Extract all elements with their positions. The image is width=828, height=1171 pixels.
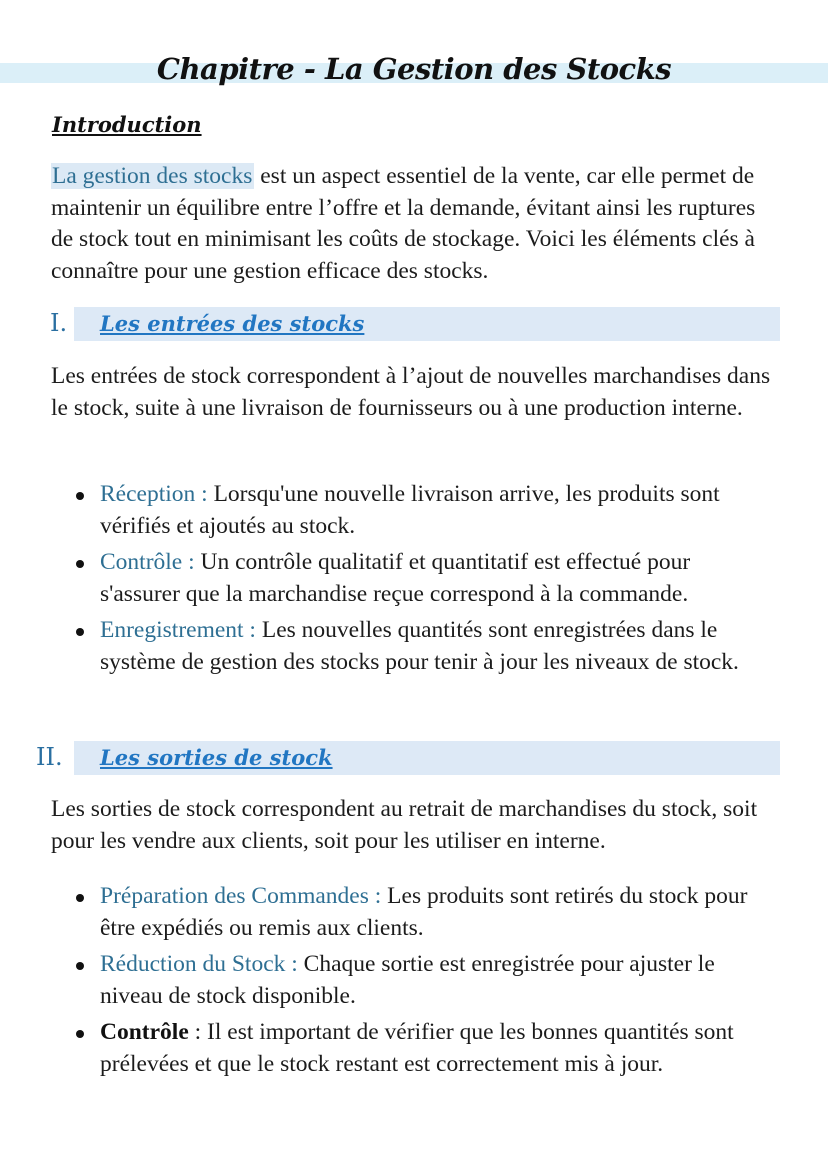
intro-paragraph <box>51 161 781 287</box>
list-term: Préparation des Commandes : <box>100 883 382 909</box>
section-2-number: II. <box>36 743 63 771</box>
list-text: Lorsqu'une nouvelle livraison arrive, les produits sont vérifiés et ajoutés au stock. <box>100 481 720 539</box>
list-item <box>73 479 773 542</box>
list-text: : Il est important de vérifier que les bonnes quantités sont prélevées et que le stock restant est correctement mis à jour. <box>100 1019 734 1077</box>
list-text: Les produits sont retirés du stock pour être expédiés ou remis aux clients. <box>100 883 748 941</box>
list-term: Réduction du Stock : <box>100 951 298 977</box>
list-text: Les nouvelles quantités sont enregistrées dans le système de gestion des stocks pour tenir à jour les niveaux de stock. <box>100 617 739 675</box>
bullet-icon <box>76 962 84 970</box>
section-2-list <box>73 881 773 1085</box>
section-2-paragraph: Les sorties de stock correspondent au retrait de marchandises du stock, soit pour les vendre aux clients, soit pour les utiliser en interne. <box>51 796 758 854</box>
list-term: Contrôle <box>100 1019 189 1045</box>
list-item <box>73 615 773 678</box>
list-term: Enregistrement : <box>100 617 256 643</box>
section-1-list <box>73 479 773 683</box>
list-item <box>73 881 773 944</box>
page-title: Chapitre - La Gestion des Stocks <box>156 52 672 86</box>
section-1-paragraph: Les entrées de stock correspondent à l’ajout de nouvelles marchandises dans le stock, suite à une livraison de fournisseurs ou à une production interne. <box>51 363 771 421</box>
intro-highlight: La gestion des stocks <box>52 163 253 189</box>
bullet-icon <box>76 560 84 568</box>
list-text: Chaque sortie est enregistrée pour ajuster le niveau de stock disponible. <box>100 951 715 1009</box>
bullet-icon <box>76 492 84 500</box>
section-1-number: I. <box>50 309 68 337</box>
list-item <box>73 547 773 610</box>
list-item <box>73 1017 773 1080</box>
list-term: Contrôle : <box>100 549 195 575</box>
list-term: Réception : <box>100 481 208 507</box>
intro-heading: Introduction <box>52 112 202 137</box>
bullet-icon <box>76 628 84 636</box>
bullet-icon <box>76 1030 84 1038</box>
section-2-title: Les sorties de stock <box>100 745 333 770</box>
bullet-icon <box>76 894 84 902</box>
list-item <box>73 949 773 1012</box>
section-1-title: Les entrées des stocks <box>100 311 365 336</box>
intro-text: est un aspect essentiel de la vente, car elle permet de maintenir un équilibre entre l’offre et la demande, évitant ainsi les ruptures de stock tout en minimisant les coûts de stockage. Voici les éléments clés à connaître pour une gestion efficace des stocks. <box>51 163 756 284</box>
list-text: Un contrôle qualitatif et quantitatif est effectué pour s'assurer que la marchandise reçue correspond à la commande. <box>100 549 691 607</box>
